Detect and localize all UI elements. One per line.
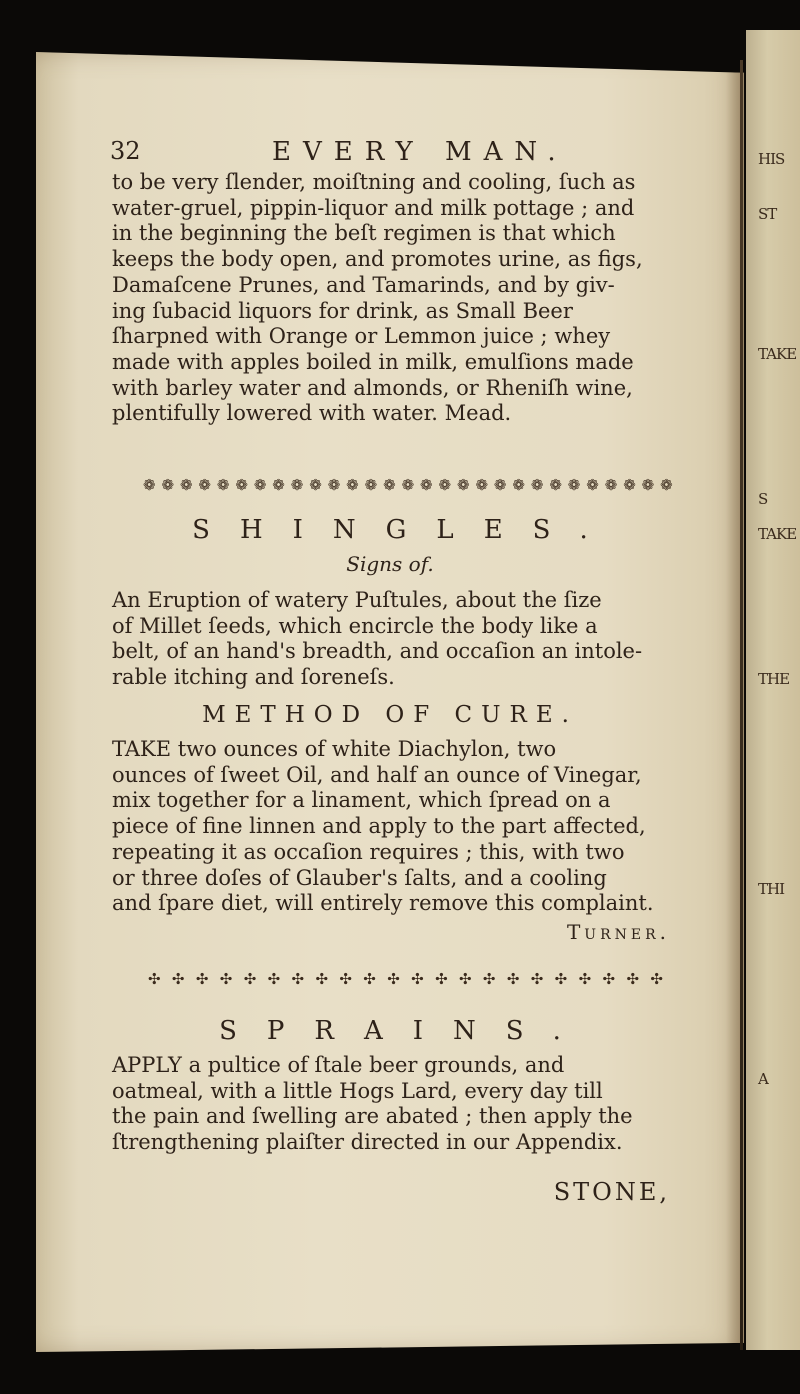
text-line: in the beginning the beſt regimen is that which [112, 221, 616, 246]
catchword: STONE, [553, 1178, 670, 1206]
author-signature: Turner. [566, 920, 670, 944]
adjacent-page-edge [746, 30, 800, 1350]
signs-paragraph [112, 588, 672, 691]
ornament-divider: ❁ ❁ ❁ ❁ ❁ ❁ ❁ ❁ ❁ ❁ ❁ ❁ ❁ ❁ ❁ ❁ ❁ ❁ ❁ ❁ ❁ ❁ ❁ ❁ ❁ ❁ ❁ ❁ ❁ [143, 476, 673, 494]
text-line: oatmeal, with a little Hogs Lard, every day till [112, 1078, 603, 1103]
text-line: of Millet ſeeds, which encircle the body like a [112, 613, 598, 638]
neighbor-fragment: A [758, 1070, 768, 1088]
text-line: made with apples boiled in milk, emulſions made [112, 349, 634, 374]
text-line: with barley water and almonds, or Rheniſh wine, [112, 375, 633, 400]
text-line: water-gruel, pippin-liquor and milk pottage ; and [112, 195, 635, 220]
neighbor-fragment: THI [758, 880, 785, 898]
text-line: or three doſes of Glauber's ſalts, and a cooling [112, 865, 607, 890]
text-line: to be very ſlender, moiſtning and cooling, ſuch as [112, 170, 636, 194]
text-line: plentifully lowered with water. Mead. [112, 401, 512, 426]
running-head: EVERY MAN. [272, 137, 568, 167]
page-number: 32 [110, 137, 141, 165]
text-line: keeps the body open, and promotes urine, as figs, [112, 247, 643, 272]
section-title-sprains: SPRAINS. [219, 1016, 591, 1046]
neighbor-fragment: S [758, 490, 768, 508]
neighbor-fragment: HIS [758, 150, 785, 168]
text-line: belt, of an hand's breadth, and occaſion an intole- [112, 639, 643, 664]
text-line: ſtrengthening plaiſter directed in our Appendix. [112, 1130, 623, 1155]
neighbor-fragment: TAKE [758, 345, 797, 363]
text-line: ſharpned with Orange or Lemmon juice ; whey [112, 324, 611, 349]
method-heading: METHOD OF CURE. [202, 702, 578, 728]
neighbor-fragment: THE [758, 670, 790, 688]
neighbor-fragment: ST [758, 205, 777, 223]
intro-paragraph [112, 170, 672, 427]
text-line: piece of fine linnen and apply to the part affected, [112, 814, 646, 839]
section-subtitle: Signs of. [346, 552, 434, 576]
text-line: rable itching and ſoreneſs. [112, 665, 395, 690]
page-gutter [740, 60, 743, 1350]
text-line: TAKE two ounces of white Diachylon, two [112, 737, 557, 761]
text-line: ing ſubacid liquors for drink, as Small Beer [112, 298, 573, 323]
cure-paragraph [112, 737, 672, 917]
neighbor-fragment: TAKE [758, 525, 797, 543]
ornament-divider: ✣ ✣ ✣ ✣ ✣ ✣ ✣ ✣ ✣ ✣ ✣ ✣ ✣ ✣ ✣ ✣ ✣ ✣ ✣ ✣ ✣ ✣ [148, 970, 663, 988]
text-line: An Eruption of watery Puſtules, about the ſize [112, 588, 602, 612]
text-line: and ſpare diet, will entirely remove this complaint. [112, 891, 654, 916]
text-line: mix together for a linament, which ſpread on a [112, 788, 611, 813]
text-line: repeating it as occaſion requires ; this, with two [112, 839, 625, 864]
text-line: the pain and ſwelling are abated ; then apply the [112, 1104, 633, 1129]
sprains-paragraph [112, 1053, 672, 1156]
text-line: Damaſcene Prunes, and Tamarinds, and by giv- [112, 272, 615, 297]
text-line: APPLY a pultice of ſtale beer grounds, and [112, 1053, 565, 1077]
text-line: ounces of ſweet Oil, and half an ounce of Vinegar, [112, 762, 642, 787]
section-title-shingles: SHINGLES. [192, 515, 618, 545]
